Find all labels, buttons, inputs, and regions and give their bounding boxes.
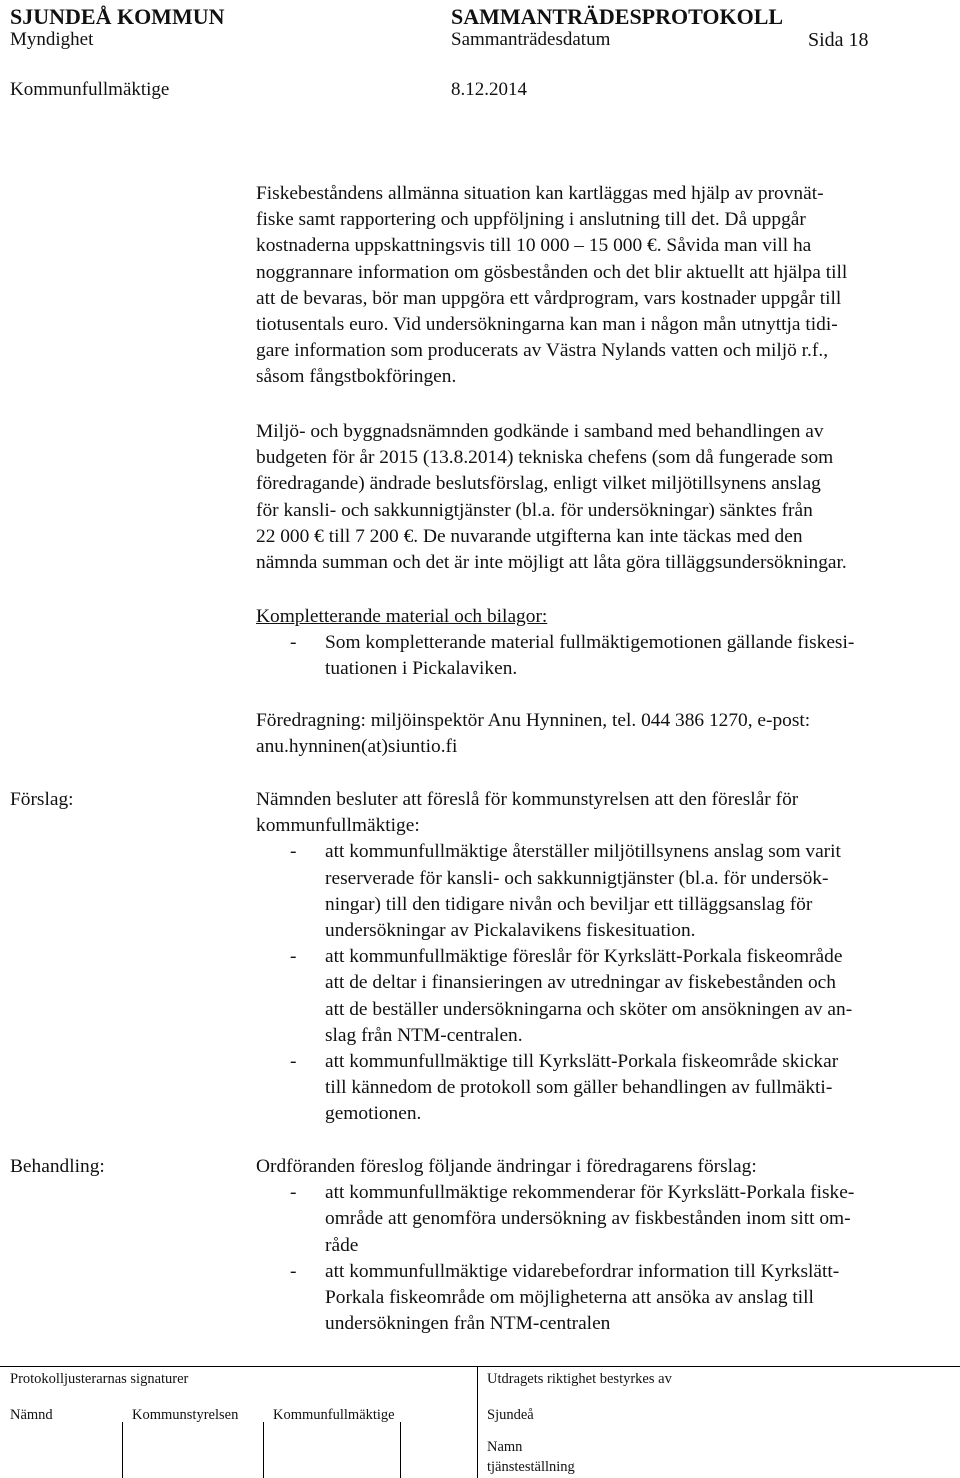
col-namnd: Nämnd [10,1407,53,1423]
text-line: anu.hynninen(at)siuntio.fi [256,736,458,758]
text-line: att kommunfullmäktige föreslår för Kyrkslätt-Porkala fiskeområde [325,946,843,968]
list-item [256,1049,852,1128]
text-line: ningar) till den tidigare nivån och beviljar ett tilläggsanslag för [325,893,813,915]
proposal-label: Förslag: [10,789,74,810]
paragraph-fish-stock-situation [256,181,847,391]
text-line: tuationen i Pickalaviken. [325,658,518,680]
municipality-name: SJUNDEÅ KOMMUN [10,4,225,29]
text-line: för kansli- och sakkunnigtjänster (bl.a. för undersökningar) sänktes från [256,499,813,521]
text-line: att kommunfullmäktige till Kyrkslätt-Porkala fiskeområde skickar [325,1051,839,1073]
supplementary-material-heading: Kompletterande material och bilagor: [256,606,548,627]
signatures-label: Protokolljusterarnas signaturer [10,1371,189,1387]
page-number: Sida 18 [808,29,869,51]
list-dash: - [290,1051,297,1073]
list-dash: - [290,841,297,863]
text-line: Ordföranden föreslog följande ändringar i föredragarens förslag: [256,1156,757,1177]
text-line: att de bevaras, bör man uppgöra ett vårdprogram, vars kostnader uppgår till [256,287,842,309]
date-label: Sammanträdesdatum [451,29,611,50]
text-line: Fiskebeståndens allmänna situation kan kartläggas med hjälp av provnät- [256,183,824,204]
certify-label: Utdragets riktighet bestyrkes av [487,1371,672,1387]
list-item [256,630,854,682]
list-item [256,944,852,1049]
text-line: föredragande) ändrade beslutsförslag, enligt vilket miljötillsynens anslag [256,473,821,495]
footer-col-divider [263,1422,264,1478]
list-dash: - [290,946,297,968]
text-line: nämnda summan och det är inte möjligt att låta göra tilläggsundersökningar. [256,552,847,574]
footer-top-rule [0,1366,960,1367]
text-line: Som kompletterande material fullmäktigemotionen gällande fiskesi- [325,632,855,654]
text-line: gemotionen. [325,1103,422,1125]
text-line: att kommunfullmäktige vidarebefordrar information till Kyrkslätt- [325,1260,840,1282]
place-name: Sjundeå [487,1407,534,1423]
text-line: reserverade för kansli- och sakkunnigtjänster (bl.a. för undersök- [325,867,829,889]
text-line: gare information som producerats av Västra Nylands vatten och miljö r.f., [256,340,829,362]
text-line: råde [325,1234,359,1256]
text-line: område att genomföra undersökning av fiskbestånden inom sitt om- [325,1208,851,1230]
text-line: att de deltar i finansieringen av utredningar av fiskebestånden och [325,972,836,994]
text-line: Nämnden besluter att föreslå för kommunstyrelsen att den föreslår för [256,789,799,810]
handling-section [256,1154,854,1337]
text-line: kostnaderna uppskattningsvis till 10 000 – 15 000 €. Såvida man vill ha [256,235,812,257]
list-dash: - [290,1182,297,1204]
list-item [256,839,852,944]
text-line: budgeten för år 2015 (13.8.2014) tekniska chefens (som då fungerade som [256,447,834,469]
col-kommunfullmaktige: Kommunfullmäktige [273,1407,395,1423]
protocol-title: SAMMANTRÄDESPROTOKOLL [451,4,784,29]
supplementary-material-section [256,604,854,683]
text-line: undersökningen från NTM-centralen [325,1313,611,1335]
text-line: att kommunfullmäktige rekommenderar för Kyrkslätt-Porkala fiske- [325,1182,855,1204]
text-line: tiotusentals euro. Vid undersökningarna kan man i någon mån utnyttja tidi- [256,314,838,336]
authority-name: Kommunfullmäktige [10,79,170,100]
text-line: 22 000 € till 7 200 €. De nuvarande utgifterna kan inte täckas med den [256,525,803,547]
handling-label: Behandling: [10,1156,105,1177]
presenter-info [256,708,810,760]
list-dash: - [290,632,297,654]
text-line: till kännedom de protokoll som gäller behandlingen av fullmäkti- [325,1077,833,1099]
proposal-section [256,787,852,1128]
text-line: att kommunfullmäktige återställer miljötillsynens anslag som varit [325,841,841,863]
text-line: Miljö- och byggnadsnämnden godkände i samband med behandlingen av [256,421,824,442]
footer-center-divider [477,1366,478,1478]
text-line: Porkala fiskeområde om möjligheterna att ansöka av anslag till [325,1287,814,1309]
text-line: fiske samt rapportering och uppföljning i anslutning till det. Då uppgår [256,209,806,231]
paragraph-budget-decision [256,419,847,576]
footer-col-divider [122,1422,123,1478]
text-line: noggrannare information om gösbestånden och det blir aktuellt att hjälpa till [256,261,848,283]
list-item [256,1259,854,1338]
text-line: att de beställer undersökningarna och sköter om ansökningen av an- [325,998,853,1020]
col-kommunstyrelsen: Kommunstyrelsen [132,1407,239,1423]
text-line: slag från NTM-centralen. [325,1024,523,1046]
text-line: kommunfullmäktige: [256,815,420,837]
text-line: såsom fångstbokföringen. [256,366,457,388]
meeting-date: 8.12.2014 [451,79,527,100]
name-label: Namn [487,1439,523,1455]
list-item [256,1180,854,1259]
list-dash: - [290,1260,297,1282]
position-label: tjänsteställning [487,1459,575,1475]
footer-col-divider [400,1422,401,1478]
text-line: undersökningar av Pickalavikens fiskesituation. [325,920,696,942]
text-line: Föredragning: miljöinspektör Anu Hynninen, tel. 044 386 1270, e-post: [256,710,811,731]
authority-label: Myndighet [10,29,94,50]
